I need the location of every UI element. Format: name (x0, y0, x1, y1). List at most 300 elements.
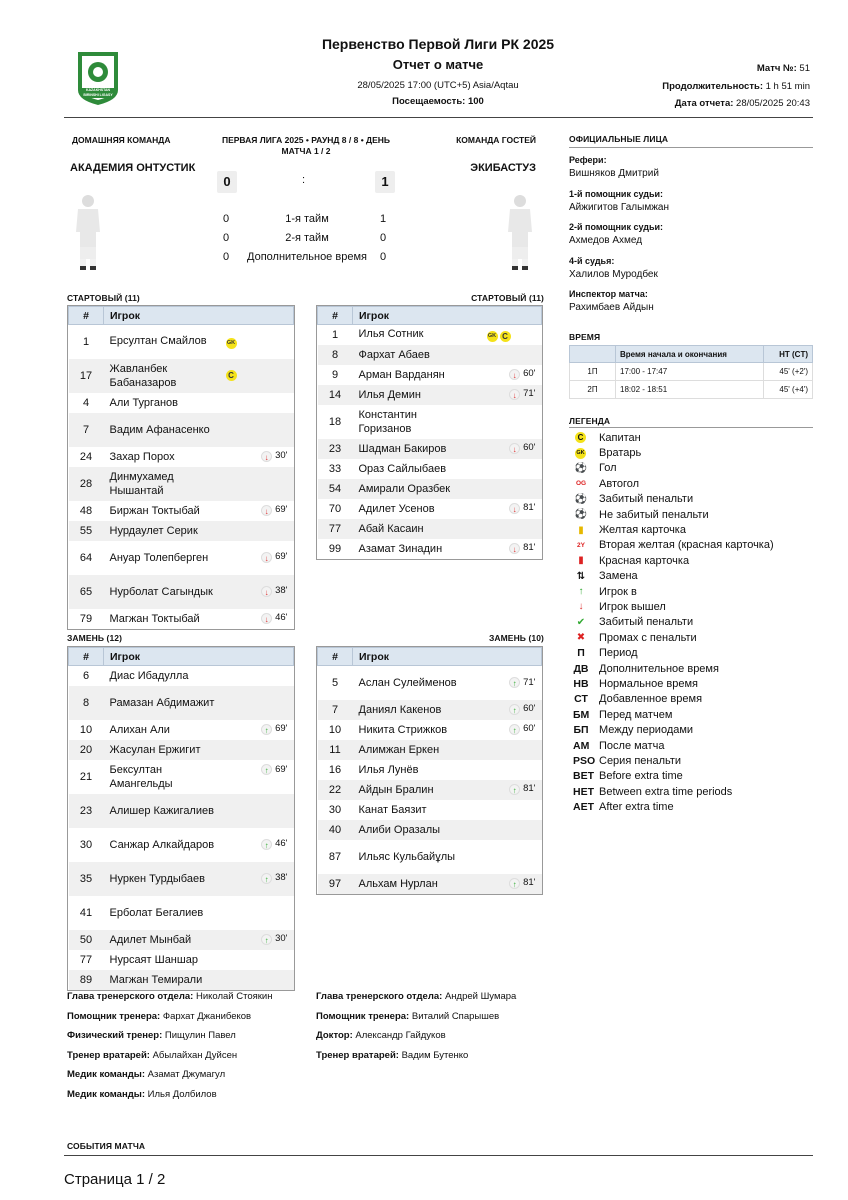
player-row[interactable] (318, 439, 542, 459)
league-info: ПЕРВАЯ ЛИГА 2025 • РАУНД 8 / 8 • ДЕНЬ МАТЧА 1 / 2 (221, 135, 391, 156)
event-minute: 81' (523, 542, 536, 554)
player-number: 14 (318, 385, 353, 405)
player-out-icon: ↓ (261, 613, 272, 624)
player-row[interactable] (318, 874, 542, 894)
event-minute: 71' (523, 388, 536, 400)
legend-label: Вратарь (599, 447, 642, 460)
player-row[interactable] (69, 666, 294, 686)
normal-time-abbr: НВ (573, 677, 589, 690)
home-team-name: АКАДЕМИЯ ОНТУСТИК (70, 162, 196, 174)
after-extra-time-abbr: AET (573, 801, 594, 814)
player-row[interactable] (69, 413, 294, 447)
player-number: 23 (318, 439, 353, 459)
player-out-icon: ↓ (261, 552, 272, 563)
player-row[interactable] (69, 686, 294, 720)
legend-label: Между периодами (599, 724, 694, 737)
substitution-event (261, 550, 287, 564)
period-label: 1-я тайм (285, 213, 329, 225)
player-number: 70 (328, 502, 342, 515)
staff-role: Доктор: (316, 1030, 353, 1041)
staff-item (316, 991, 556, 1011)
player-cell (353, 439, 542, 459)
col-player: Игрок (104, 648, 294, 666)
period-scores (215, 213, 395, 270)
logo-text: KAZAKHSTAN BIRINSHI LIGASY (83, 88, 113, 97)
period-row (215, 232, 395, 251)
player-cell (104, 541, 294, 575)
player-number: 54 (318, 479, 353, 499)
legend-label: Промах с пенальти (599, 631, 697, 644)
player-name: Адилет Усенов (358, 502, 435, 515)
staff-name: Абылайхан Дуйсен (152, 1049, 238, 1061)
player-row[interactable] (69, 740, 294, 760)
player-row[interactable] (69, 950, 294, 970)
player-in-icon: ↑ (261, 839, 272, 850)
player-row[interactable] (318, 840, 542, 874)
time-range: 18:02 - 18:51 (616, 381, 764, 399)
player-row[interactable] (69, 325, 294, 359)
player-row[interactable] (69, 393, 294, 413)
legend-item (573, 492, 813, 507)
player-name: Амирали Оразбек (358, 482, 451, 495)
away-start-label: СТАРТОВЫЙ (11) (471, 293, 544, 303)
player-name: Азамат Зинадин (358, 542, 443, 555)
player-out-icon: ↓ (509, 369, 520, 380)
legend-item (573, 615, 813, 630)
player-name: Арман Варданян (358, 368, 445, 381)
player-cell (104, 686, 294, 720)
time-row (570, 381, 813, 399)
legend-label: Between extra time periods (599, 785, 733, 798)
staff-name: Андрей Шумара (444, 991, 517, 1002)
player-name: Адилет Мынбай (109, 933, 192, 946)
player-number: 77 (79, 953, 93, 966)
staff-item (67, 1089, 307, 1109)
player-cell (104, 666, 294, 686)
player-name: Рамазан Абдимажит (109, 696, 215, 709)
legend-item (573, 738, 813, 753)
staff-item (67, 1069, 307, 1089)
player-cell (104, 447, 294, 467)
substitution-event (509, 876, 535, 890)
legend-item (573, 799, 813, 814)
legend-item (573, 584, 813, 599)
captain-icon: C (500, 331, 511, 342)
player-row[interactable] (69, 794, 294, 828)
report-date: Дата отчета: 28/05/2025 20:43 (674, 98, 810, 109)
player-name: Шадман Бакиров (358, 442, 447, 455)
player-row[interactable] (69, 720, 294, 740)
substitution-event (261, 871, 287, 885)
player-in-icon: ↑ (509, 724, 520, 735)
player-cell (353, 365, 542, 385)
player-cell (353, 459, 542, 479)
player-row[interactable] (69, 521, 294, 541)
legend-label: Забитый пенальти (599, 616, 694, 629)
legend-label: Автогол (599, 477, 640, 490)
event-minute: 30' (275, 450, 288, 462)
official-name: Вишняков Дмитрий (569, 168, 659, 179)
legend-label: Перед матчем (599, 708, 673, 721)
player-number: 77 (318, 519, 353, 539)
away-start-table (316, 305, 543, 560)
player-number: 1 (82, 335, 90, 348)
legend-item (573, 784, 813, 799)
player-cell (353, 345, 542, 365)
staff-role: Медик команды: (67, 1088, 145, 1100)
match-number: Матч №: 51 (756, 63, 810, 74)
extra-time-abbr: ДВ (573, 662, 589, 675)
player-marks (487, 331, 511, 342)
player-cell (353, 539, 542, 559)
player-number: 8 (69, 686, 104, 720)
player-name: Ануар Толепберген (109, 551, 209, 564)
legend-item (573, 507, 813, 522)
player-cell (353, 479, 542, 499)
event-minute: 38' (275, 585, 288, 597)
substitution-event (261, 837, 287, 851)
official-role: 2-й помощник судьи: (569, 222, 664, 233)
player-row[interactable] (318, 800, 542, 820)
player-row[interactable] (69, 970, 294, 990)
player-name: Захар Порох (109, 450, 175, 463)
player-cell (104, 720, 294, 740)
legend-item (573, 430, 813, 445)
player-number: 16 (328, 763, 342, 776)
player-row[interactable] (69, 541, 294, 575)
player-name: Илья Демин (358, 388, 421, 401)
legend-label: После матча (599, 739, 665, 752)
player-number: 50 (69, 930, 104, 950)
player-cell (104, 575, 294, 609)
legend-label: Дополнительное время (599, 662, 719, 675)
player-number: 7 (318, 700, 353, 720)
player-name: Динмухамед Нышантай (109, 470, 174, 497)
time-title: ВРЕМЯ (569, 332, 601, 342)
player-row[interactable] (69, 501, 294, 521)
official-item (569, 155, 813, 189)
legend-label: Желтая карточка (599, 524, 686, 537)
home-sub-label: ЗАМЕНЬ (12) (67, 633, 123, 643)
legend-item (573, 722, 813, 737)
legend-item (573, 476, 813, 491)
col-time: Время начала и окончания (616, 346, 764, 363)
player-out-icon: ↓ (261, 586, 272, 597)
substitution-event (261, 763, 287, 777)
player-row[interactable] (318, 820, 542, 840)
substitution-event (261, 584, 287, 598)
event-minute: 30' (275, 933, 288, 945)
official-role: Рефери: (569, 155, 607, 165)
player-cell (353, 760, 542, 780)
player-cell (104, 794, 294, 828)
player-name: Абай Касаин (358, 522, 424, 535)
player-name: Канат Баязит (358, 803, 427, 816)
player-row[interactable] (69, 575, 294, 609)
between-periods-abbr: БП (573, 724, 589, 737)
player-row[interactable] (318, 720, 542, 740)
player-in-icon: ↑ (261, 934, 272, 945)
period-abbr: П (577, 647, 585, 660)
player-row[interactable] (318, 700, 542, 720)
away-staff (316, 991, 556, 1069)
legend-label: After extra time (599, 801, 674, 814)
player-number: 48 (79, 504, 93, 517)
away-team-name: ЭКИБАСТУЗ (470, 162, 536, 174)
staff-name: Илья Долбилов (147, 1088, 217, 1100)
substitution-event (261, 611, 287, 625)
legend-label: Нормальное время (599, 677, 698, 690)
player-name: Ерсултан Смайлов (109, 335, 207, 348)
substitution-event (509, 501, 535, 515)
period-away-score: 0 (380, 251, 387, 263)
player-number: 23 (69, 794, 104, 828)
match-datetime: 28/05/2025 17:00 (UTC+5) Asia/Aqtau (357, 80, 519, 91)
event-minute: 71' (523, 676, 536, 688)
player-row[interactable] (318, 365, 542, 385)
player-row[interactable] (318, 499, 542, 519)
player-row[interactable] (69, 896, 294, 930)
event-minute: 46' (275, 838, 288, 850)
player-cell (104, 609, 294, 629)
staff-role: Помощник тренера: (67, 1010, 161, 1022)
player-number: 99 (328, 542, 342, 555)
time-range: 17:00 - 17:47 (616, 363, 764, 381)
official-item (569, 189, 813, 223)
legend-label: Before extra time (599, 770, 683, 783)
penalty-missed-icon: ⚽ (574, 509, 588, 521)
event-minute: 81' (523, 877, 536, 889)
staff-role: Глава тренерского отдела: (316, 991, 443, 1002)
player-cell (104, 467, 294, 501)
player-name: Ерболат Бегалиев (109, 906, 204, 919)
col-player: Игрок (353, 648, 542, 666)
player-number: 41 (79, 906, 93, 919)
time-table (569, 345, 813, 399)
staff-name: Николай Стоякин (195, 991, 273, 1002)
period-home-score: 0 (223, 232, 230, 244)
player-cell (104, 740, 294, 760)
col-ht: HT (CT) (764, 346, 813, 363)
before-match-abbr: БМ (573, 708, 590, 721)
player-number: 87 (328, 850, 342, 863)
score-separator: : (302, 174, 306, 186)
legend-title: ЛЕГЕНДА (569, 416, 611, 426)
legend-label: Гол (599, 462, 617, 475)
legend-label: Игрок вышел (599, 600, 666, 613)
staff-name: Азамат Джумагул (147, 1069, 226, 1080)
player-name: Ильяс Кульбайұлы (358, 850, 456, 863)
period-away-score: 1 (380, 213, 387, 225)
event-minute: 38' (275, 872, 288, 884)
away-score: 1 (375, 171, 395, 193)
away-team-label: КОМАНДА ГОСТЕЙ (456, 135, 536, 145)
staff-item (67, 991, 307, 1011)
player-row[interactable] (69, 828, 294, 862)
player-number: 79 (79, 612, 93, 625)
away-sub-label: ЗАМЕНЬ (10) (488, 633, 544, 643)
officials-title: ОФИЦИАЛЬНЫЕ ЛИЦА (569, 134, 669, 144)
legend-label: Вторая желтая (красная карточка) (599, 539, 774, 552)
player-cell (353, 820, 542, 840)
player-number: 55 (69, 521, 104, 541)
player-row[interactable] (69, 447, 294, 467)
player-name: Айдын Бралин (358, 783, 434, 796)
legend-item (573, 692, 813, 707)
substitution-event (261, 932, 287, 946)
period-away-score: 0 (380, 232, 387, 244)
attendance: Посещаемость: 100 (392, 96, 484, 107)
player-name: Магжан Токтыбай (109, 612, 200, 625)
player-name: Вадим Афанасенко (109, 423, 210, 436)
goalkeeper-icon: GK (487, 331, 498, 342)
substitution-event (261, 722, 287, 736)
player-name: Бексултан Амангельды (109, 763, 173, 790)
event-minute: 69' (275, 551, 288, 563)
staff-item (67, 1030, 307, 1050)
player-out-icon: ↓ (509, 503, 520, 514)
col-num: # (318, 648, 353, 666)
legend-label: Игрок в (599, 585, 637, 598)
report-subtitle: Отчет о матче (392, 57, 484, 72)
player-cell (104, 930, 294, 950)
player-row[interactable] (318, 519, 542, 539)
player-row[interactable] (318, 780, 542, 800)
player-row[interactable] (318, 760, 542, 780)
player-row[interactable] (69, 467, 294, 501)
player-marks (226, 338, 237, 349)
player-number: 17 (69, 359, 104, 393)
staff-name: Виталий Спарышев (411, 1010, 500, 1022)
legend-label: Забитый пенальти (599, 493, 694, 506)
staff-role: Тренер вратарей: (316, 1049, 399, 1061)
col-num: # (318, 307, 353, 325)
player-row[interactable] (69, 930, 294, 950)
col-num: # (69, 648, 104, 666)
player-row[interactable] (318, 666, 542, 700)
player-row[interactable] (318, 740, 542, 760)
player-row[interactable] (318, 345, 542, 365)
player-name: Нурдаулет Серик (109, 524, 198, 537)
player-number: 9 (331, 368, 339, 381)
player-cell (353, 325, 542, 345)
player-number: 22 (318, 780, 353, 800)
event-minute: 69' (275, 504, 288, 516)
match-duration: Продолжительность: 1 h 51 min (662, 81, 810, 92)
official-role: 1-й помощник судьи: (569, 188, 664, 199)
time-ht: 45' (+4') (764, 381, 813, 399)
legend-item (573, 461, 813, 476)
player-cell (104, 896, 294, 930)
player-number: 10 (328, 723, 342, 736)
legend-item (573, 769, 813, 784)
player-cell (104, 828, 294, 862)
player-number: 28 (69, 467, 104, 501)
player-marks (226, 370, 237, 381)
player-row[interactable] (318, 385, 542, 405)
player-row[interactable] (318, 325, 542, 345)
player-in-icon: ↑ (509, 704, 520, 715)
time-period: 2П (570, 381, 616, 399)
legend-item (573, 538, 813, 553)
player-cell (104, 862, 294, 896)
home-team-label: ДОМАШНЯЯ КОМАНДА (72, 135, 171, 145)
legend-label: Замена (599, 570, 638, 583)
penalty-shootout-abbr: PSO (573, 754, 596, 767)
official-name: Ахмедов Ахмед (569, 235, 643, 247)
player-name: Илья Лунёв (358, 763, 419, 776)
player-cell (104, 413, 294, 447)
legend-list (573, 430, 813, 815)
player-name: Альхам Нурлан (358, 877, 438, 890)
player-in-icon: ↑ (509, 878, 520, 889)
after-match-abbr: АМ (573, 739, 590, 752)
player-number: 21 (79, 770, 93, 783)
substitution-event (509, 387, 535, 401)
player-row[interactable] (318, 459, 542, 479)
player-cell (353, 780, 542, 800)
staff-item (316, 1011, 556, 1031)
player-cell (104, 760, 294, 794)
player-name: Никита Стрижков (358, 723, 448, 736)
player-cell (104, 501, 294, 521)
home-subs-table (67, 646, 295, 991)
player-number: 65 (69, 575, 104, 609)
player-row[interactable] (318, 539, 542, 559)
captain-icon: C (226, 370, 237, 381)
staff-role: Глава тренерского отдела: (67, 991, 194, 1002)
player-out-icon: ↓ (261, 451, 272, 462)
player-row[interactable] (318, 479, 542, 499)
period-row (215, 213, 395, 232)
events-title: СОБЫТИЯ МАТЧА (67, 1141, 146, 1151)
captain-icon: C (575, 432, 586, 443)
official-name: Рахимбаев Айдын (569, 302, 654, 314)
officials-list (569, 155, 813, 323)
player-row[interactable] (69, 359, 294, 393)
player-number: 64 (79, 551, 93, 564)
official-item (569, 289, 813, 323)
red-card-icon: ▮ (578, 555, 584, 567)
event-minute: 69' (275, 723, 288, 735)
between-extra-time-abbr: HET (573, 785, 594, 798)
player-in-icon: ↑ (261, 764, 272, 775)
substitution-event (509, 367, 535, 381)
player-row[interactable] (69, 760, 294, 794)
check-icon: ✔ (576, 616, 586, 628)
player-number: 5 (331, 676, 339, 689)
report-title: Первенство Первой Лиги РК 2025 (321, 36, 555, 52)
official-name: Айжигитов Галымжан (569, 201, 669, 213)
player-row[interactable] (69, 862, 294, 896)
legend-label: Не забитый пенальти (599, 508, 709, 521)
player-row[interactable] (69, 609, 294, 629)
player-row[interactable] (318, 405, 542, 439)
time-row (570, 363, 813, 381)
player-number: 24 (79, 450, 93, 463)
col-player: Игрок (104, 307, 294, 325)
player-in-icon: ↑ (509, 677, 520, 688)
player-cell (104, 393, 294, 413)
period-label: Дополнительное время (247, 251, 367, 263)
substitution-event (509, 441, 535, 455)
away-kit-icon (504, 192, 536, 272)
legend-item (573, 445, 813, 460)
player-out-icon: ↓ (261, 505, 272, 516)
legend-label: Добавленное время (599, 693, 703, 706)
col-player: Игрок (353, 307, 542, 325)
player-name: Ораз Сайлыбаев (358, 462, 447, 475)
